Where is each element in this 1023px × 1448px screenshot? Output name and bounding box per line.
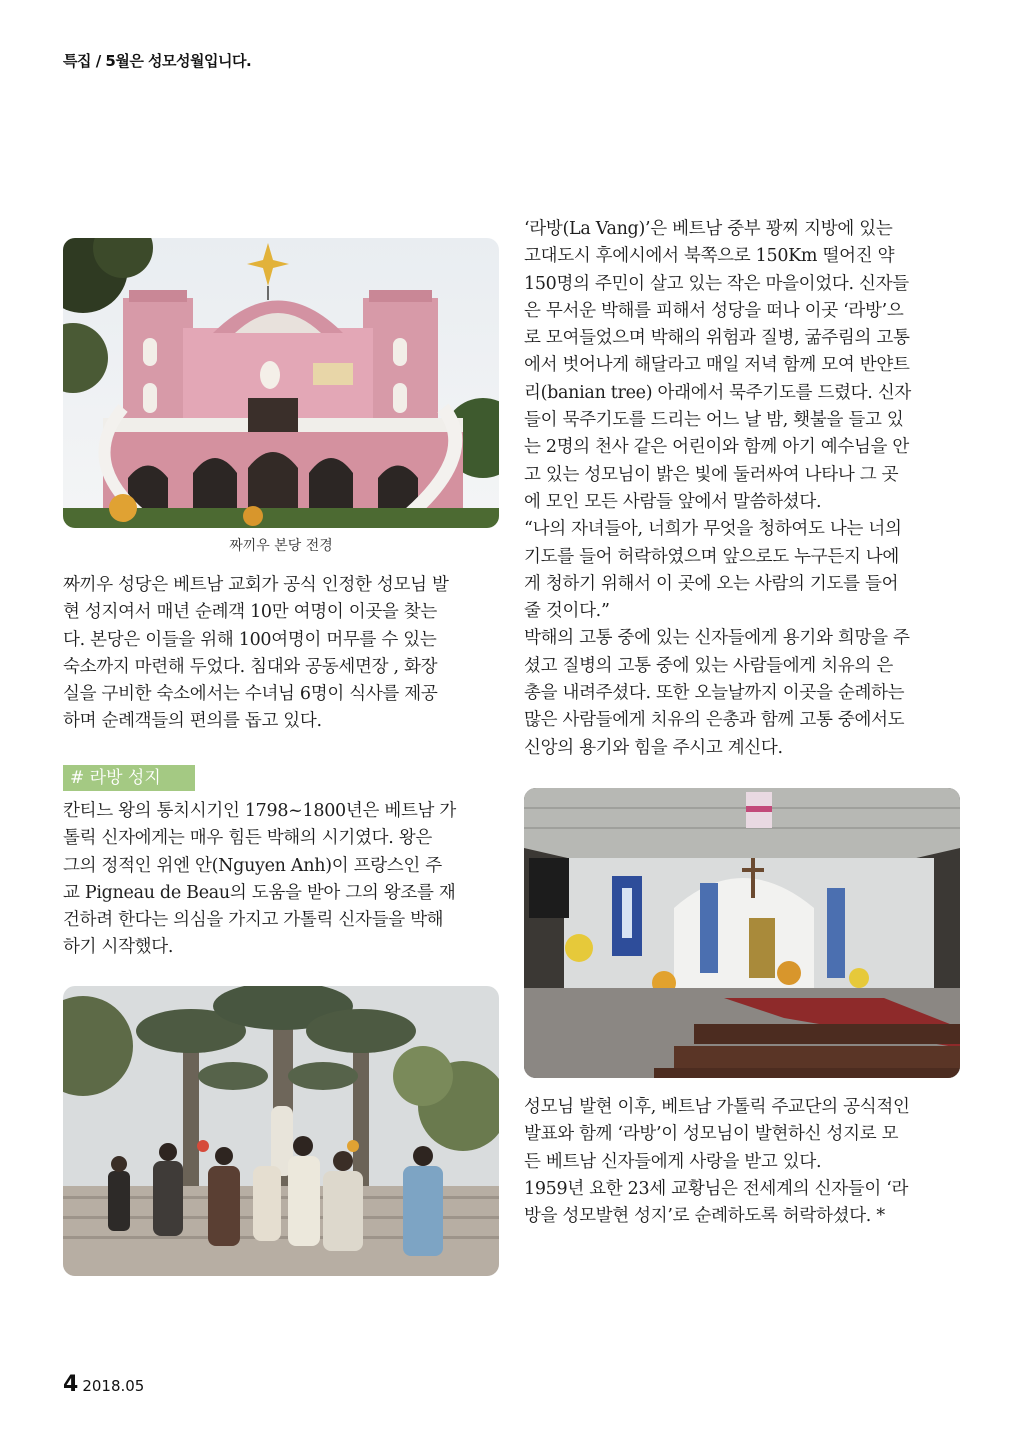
right-paragraph-2: 성모님 발현 이후, 베트남 가톨릭 주교단의 공식적인 발표와 함께 ‘라방’이 성모님이 발현하신 성지로 모 든 베트남 신자들에게 사랑을 받고 있다. 1959년 요한 23세 교황님은 전세계의 신자들이 ‘라 방을 성모발현 성지’로 순례하도록 허락하셨다. *	[524, 1097, 910, 1227]
breadcrumb: 특집 / 5월은 성모성월입니다.	[63, 52, 252, 70]
page-footer	[63, 1372, 144, 1397]
right-paragraph-1: ‘라방(La Vang)’은 베트남 중부 꽝찌 지방에 있는 고대도시 후에시에서 북쪽으로 150Km 떨어진 약 150명의 주민이 살고 있는 작은 마을이었다. 신자들 은 무서운 박해를 피해서 성당을 떠나 이곳 ‘라방’으 로 모여들었으며 박해의 위험과 질병, 굶주림의 고통 에서 벗어나게 해달라고 매일 저녁 함께 모여 반얀트 리(banian tree) 아래에서 묵주기도를 드렸다. 신자 들이 묵주기도를 드리는 어느 날 밤, 횃불을 들고 있 는 2명의 천사 같은 어린이와 함께 아기 예수님을 안 고 있는 성모님이 밝은 빛에 둘러싸여 나타나 그 곳 에 모인 모든 사람들 앞에서 말씀하셨다. “나의 자녀들아, 너희가 무엇을 청하여도 나는 너의 기도를 들어 허락하였으며 앞으로도 누구든지 나에 게 청하기 위해서 이 곳에 오는 사람의 기도를 들어 줄 것이다.” 박해의 고통 중에 있는 신자들에게 용기와 희망을 주 셨고 질병의 고통 중에 있는 사람들에게 치유의 은 총을 내려주셨다. 또한 오늘날까지 이곳을 순례하는 많은 사람들에게 치유의 은총과 함께 고통 중에서도 신앙의 용기와 힘을 주시고 계신다.	[524, 219, 912, 758]
shrine-courtyard-photo	[63, 986, 499, 1276]
church-photo-caption: 짜끼우 본당 전경	[229, 538, 333, 554]
left-paragraph-1: 짜끼우 성당은 베트남 교회가 공식 인정한 성모님 발 현 성지여서 매년 순례객 10만 여명이 이곳을 찾는 다. 본당은 이들을 위해 100여명이 머무를 수 있는 숙소까지 마련해 두었다. 침대와 공동세면장 , 화장 실을 구비한 숙소에서는 수녀님 6명이 식사를 제공 하며 순례객들의 편의를 돕고 있다.	[63, 575, 449, 732]
section-heading: # 라방 성지	[63, 765, 195, 791]
page-number: 4	[63, 1372, 79, 1397]
left-paragraph-2: 칸티느 왕의 통치시기인 1798~1800년은 베트남 가 톨릭 신자에게는 매우 힘든 박해의 시기였다. 왕은 그의 정적인 위엔 안(Nguyen Anh)이 프랑스인 주 교 Pigneau de Beau의 도움을 받아 그의 왕조를 재 건하려 한다는 의심을 가지고 가톨릭 신자들을 박해 하기 시작했다.	[63, 801, 457, 958]
church-photo	[63, 238, 499, 528]
issue-date: 2018.05	[82, 1377, 145, 1395]
church-interior-photo	[524, 788, 960, 1078]
